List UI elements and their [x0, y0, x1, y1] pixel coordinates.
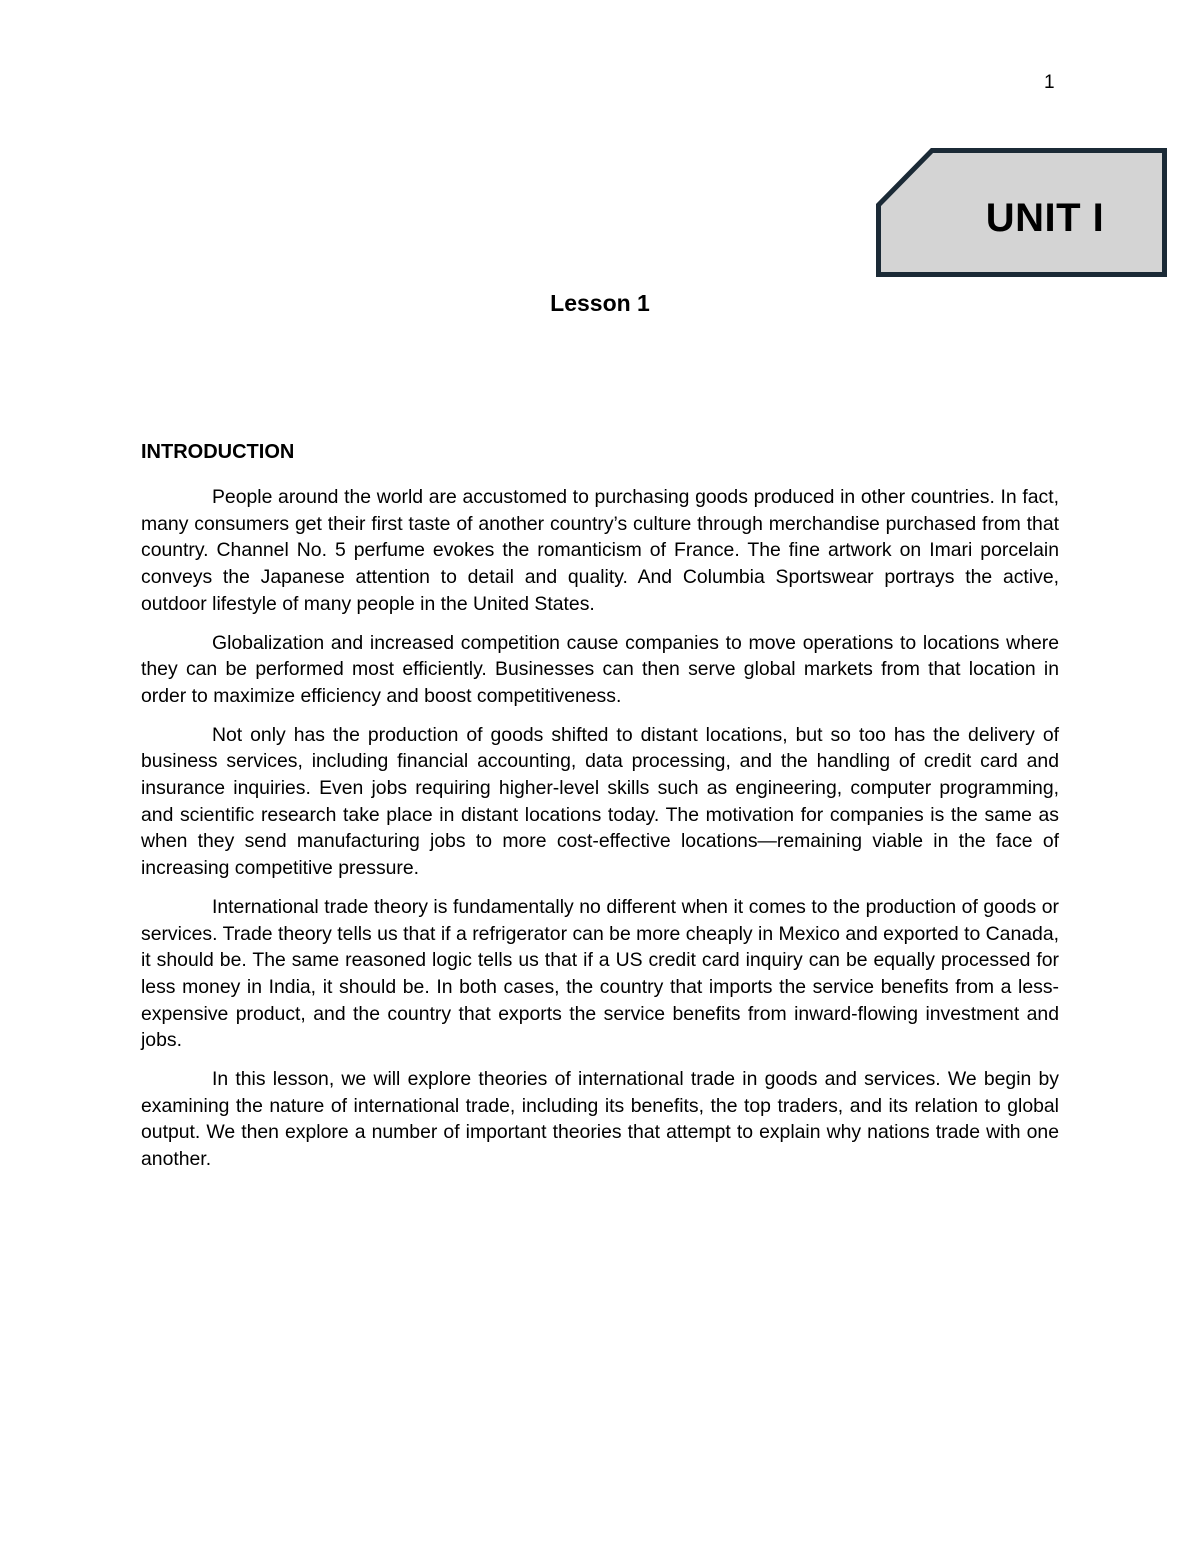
page-number: 1: [1044, 72, 1055, 93]
body-text: [141, 484, 1059, 1185]
lesson-title: Lesson 1: [550, 290, 650, 316]
paragraph: People around the world are accustomed to purchasing goods produced in other countries. In fact, many consumers get their first taste of another country’s culture through merchandise purchased from that country. Channel No. 5 perfume evokes the romanticism of France. The fine artwork on Imari porcelain conveys the Japanese attention to detail and quality. And Columbia Sportswear portrays the active, outdoor lifestyle of many people in the United States.: [141, 486, 1059, 615]
paragraph: In this lesson, we will explore theories of international trade in goods and services. We begin by examining the nature of international trade, including its benefits, the top traders, and its relation to global output. We then explore a number of important theories that attempt to explain why nations trade with one another.: [141, 1068, 1059, 1171]
paragraph: Globalization and increased competition cause companies to move operations to locations where they can be performed most efficiently. Businesses can then serve global markets from that location in order to maximize efficiency and boost competitiveness.: [141, 631, 1059, 707]
section-heading: INTRODUCTION: [141, 441, 295, 463]
paragraph: International trade theory is fundamentally no different when it comes to the production of goods or services. Trade theory tells us that if a refrigerator can be more cheaply in Mexico and exported to Canada, it should be. The same reasoned logic tells us that if a US credit card inquiry can be equally processed for less money in India, it should be. In both cases, the country that imports the service benefits from a less-expensive product, and the country that exports the service benefits from inward-flowing investment and jobs.: [141, 895, 1059, 1052]
paragraph: Not only has the production of goods shifted to distant locations, but so too has the delivery of business services, including financial accounting, data processing, and the handling of credit card and insurance inquiries. Even jobs requiring higher-level skills such as engineering, computer programming, and scientific research take place in distant locations today. The motivation for companies is the same as when they send manufacturing jobs to more cost-effective locations—remaining viable in the face of increasing competitive pressure.: [141, 723, 1059, 880]
unit-label: UNIT I: [985, 196, 1105, 240]
